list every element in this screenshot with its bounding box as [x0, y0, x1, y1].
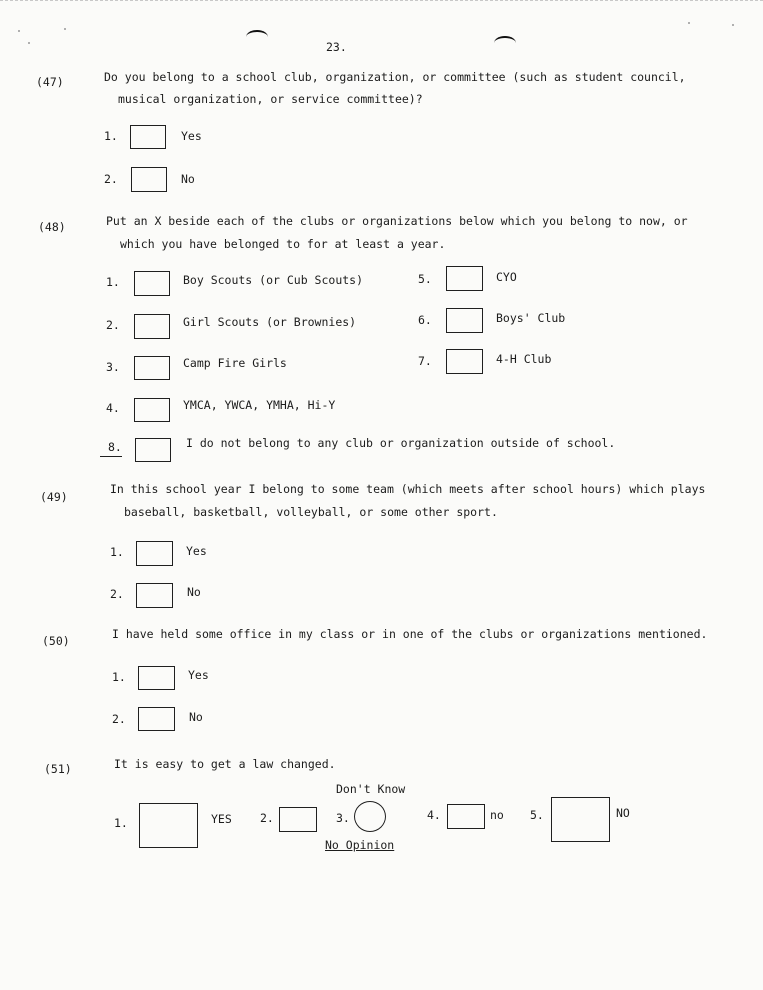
- option-label: Boys' Club: [496, 311, 566, 325]
- question-number-49: (49): [40, 490, 68, 504]
- q48-4h-club-checkbox[interactable]: [446, 349, 483, 374]
- q50-yes-checkbox[interactable]: [138, 666, 175, 690]
- option-label: No: [181, 172, 195, 186]
- option-8-underline: [100, 456, 122, 457]
- question-number-50: (50): [42, 634, 70, 648]
- q48-girl-scouts-checkbox[interactable]: [134, 314, 170, 339]
- option-number: 1.: [106, 275, 120, 289]
- option-label: Boy Scouts (or Cub Scouts): [183, 273, 364, 287]
- question-50-line1: I have held some office in my class or in one of the clubs or organizations mentioned.: [112, 627, 708, 641]
- question-49-line2: baseball, basketball, volleyball, or some other sport.: [124, 505, 498, 519]
- option-number: 2.: [106, 318, 120, 332]
- scan-speck: [28, 42, 30, 44]
- q49-no-checkbox[interactable]: [136, 583, 173, 608]
- option-number: 2.: [110, 587, 124, 601]
- option-label: No: [187, 585, 201, 599]
- question-48-line1: Put an X beside each of the clubs or organizations below which you belong to now, or: [106, 214, 688, 228]
- option-number: 2.: [112, 712, 126, 726]
- option-label: Yes: [186, 544, 207, 558]
- question-number-47: (47): [36, 75, 64, 89]
- scan-speck: [688, 22, 690, 24]
- q48-cyo-checkbox[interactable]: [446, 266, 483, 291]
- q48-no-club-checkbox[interactable]: [135, 438, 171, 462]
- option-number: 8.: [108, 440, 122, 454]
- q48-ymca-checkbox[interactable]: [134, 398, 170, 422]
- q51-no-box[interactable]: [447, 804, 485, 829]
- q48-camp-fire-girls-checkbox[interactable]: [134, 356, 170, 380]
- q51-yes-box[interactable]: [279, 807, 317, 832]
- q47-yes-checkbox[interactable]: [130, 125, 166, 149]
- q51-no-strong-box[interactable]: [551, 797, 610, 842]
- question-49-line1: In this school year I belong to some team (which meets after school hours) which plays: [110, 482, 706, 496]
- option-number: 4.: [427, 808, 441, 822]
- option-number: 2.: [260, 811, 274, 825]
- q51-dont-know-circle[interactable]: [354, 801, 386, 832]
- option-bottom-label: No Opinion: [325, 838, 395, 852]
- option-label: 4-H Club: [496, 352, 552, 366]
- option-number: 4.: [106, 401, 120, 415]
- option-number: 3.: [336, 811, 350, 825]
- question-48-line2: which you have belonged to for at least a year.: [120, 237, 446, 251]
- q49-yes-checkbox[interactable]: [136, 541, 173, 566]
- option-number: 1.: [114, 816, 128, 830]
- option-number: 1.: [112, 670, 126, 684]
- question-51-line1: It is easy to get a law changed.: [114, 757, 336, 771]
- option-label: YMCA, YWCA, YMHA, Hi-Y: [183, 398, 336, 412]
- binding-mark-right: [494, 36, 516, 50]
- option-label: I do not belong to any club or organization outside of school.: [186, 436, 616, 450]
- option-label: No: [189, 710, 203, 724]
- option-number: 6.: [418, 313, 432, 327]
- option-number: 5.: [530, 808, 544, 822]
- option-label: Girl Scouts (or Brownies): [183, 315, 357, 329]
- scan-speck: [18, 30, 20, 32]
- option-label: Yes: [181, 129, 202, 143]
- option-label: YES: [211, 812, 232, 826]
- option-label: CYO: [496, 270, 517, 284]
- question-47-line1: Do you belong to a school club, organization, or committee (such as student council,: [104, 70, 686, 84]
- option-number: 7.: [418, 354, 432, 368]
- option-number: 1.: [104, 129, 118, 143]
- scan-speck: [64, 28, 66, 30]
- question-47-line2: musical organization, or service committee)?: [118, 92, 423, 106]
- q48-boy-scouts-checkbox[interactable]: [134, 271, 170, 296]
- option-top-label: Don't Know: [336, 782, 406, 796]
- option-label: Camp Fire Girls: [183, 356, 287, 370]
- q50-no-checkbox[interactable]: [138, 707, 175, 731]
- option-number: 3.: [106, 360, 120, 374]
- question-number-51: (51): [44, 762, 72, 776]
- q51-yes-strong-box[interactable]: [139, 803, 198, 848]
- binding-mark-left: [246, 30, 268, 44]
- option-number: 1.: [110, 545, 124, 559]
- q47-no-checkbox[interactable]: [131, 167, 167, 192]
- page-top-edge: [0, 0, 763, 2]
- page-number: 23.: [326, 40, 347, 54]
- option-label: Yes: [188, 668, 209, 682]
- scan-speck: [732, 24, 734, 26]
- option-label: no: [490, 808, 504, 822]
- option-number: 2.: [104, 172, 118, 186]
- question-number-48: (48): [38, 220, 66, 234]
- q48-boys-club-checkbox[interactable]: [446, 308, 483, 333]
- option-number: 5.: [418, 272, 432, 286]
- option-label: NO: [616, 806, 630, 820]
